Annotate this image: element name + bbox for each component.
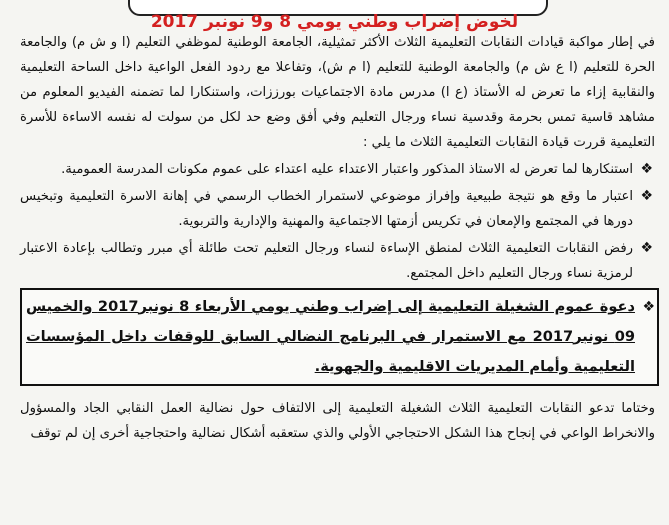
document-title: لخوض إضراب وطني يومي 8 و9 نونبر 2017 (150, 12, 519, 32)
statement-body (20, 30, 655, 446)
decisions-list (20, 157, 655, 386)
diamond-bullet-icon: ❖ (640, 240, 653, 256)
closing-paragraph: وختاما تدعو النقابات التعليمية الثلاث الشغيلة التعليمية إلى الالتفاف حول نضالية العمل النقابي الجاد والمسؤول والانخراط الواعي في إنجاح هذا الشكل الاحتجاجي الأولي والذي ستعقبه أشكال نضالية واحتجاجية أخرى إن لم توقف (20, 401, 655, 441)
diamond-bullet-icon: ❖ (640, 188, 653, 204)
diamond-bullet-icon: ❖ (642, 299, 655, 315)
list-item: ❖ استنكارها لما تعرض له الاستاذ المذكور واعتبار الاعتداء عليه اعتداء على عموم مكونات المدرسة العمومية. (20, 157, 655, 182)
list-item: ❖ رفض النقابات التعليمية الثلاث لمنطق الإساءة لنساء ورجال التعليم تحت طائلة أي مبرر وتطالب بإعادة الاعتبار لرمزية نساء ورجال التعليم داخل المجتمع. (20, 236, 655, 286)
list-item: ❖ اعتبار ما وقع هو نتيجة طبيعية وإفراز موضوعي لاستمرار الخطاب الرسمي في إهانة الاسرة التعليمية وتبخيس دورها في المجتمع والإمعان في تكريس أزمتها الاجتماعية والمهنية والإدارية والتربوية. (20, 184, 655, 234)
intro-paragraph: في إطار مواكبة قيادات النقابات التعليمية الثلاث الأكثر تمثيلية، الجامعة الوطنية لموظفي التعليم (ا و ش م) والجامعة الحرة للتعليم (ا ع ش م) والجامعة الوطنية للتعليم (ا م ش)، وتفاعلا مع ردود الفعل الواعية داخل الساحة التعليمية والنقابية إزاء ما تعرض له الأستاذ (ع ا) مدرس مادة الاجتماعيات بورززات، واستنكارا لما تضمنه الفيديو المعلوم من مشاهد قاسية تمس بحرمة وقدسية نساء ورجال التعليم وفي أفق وضع حد لكل من سولت له نفسه الاساءة للأسرة التعليمية قررت قيادة النقابات التعليمية الثلاث ما يلي : (20, 35, 655, 150)
strike-call-box: ❖ دعوة عموم الشغيلة التعليمية إلى إضراب وطني يومي الأربعاء 8 نونبر2017 والخميس 09 نونبر2017 مع الاستمرار في البرنامج النضالي السابق للوقفات داخل المؤسسات التعليمية وأمام المديريات الاقليمية والجهوية. (20, 288, 659, 386)
diamond-bullet-icon: ❖ (640, 161, 653, 177)
